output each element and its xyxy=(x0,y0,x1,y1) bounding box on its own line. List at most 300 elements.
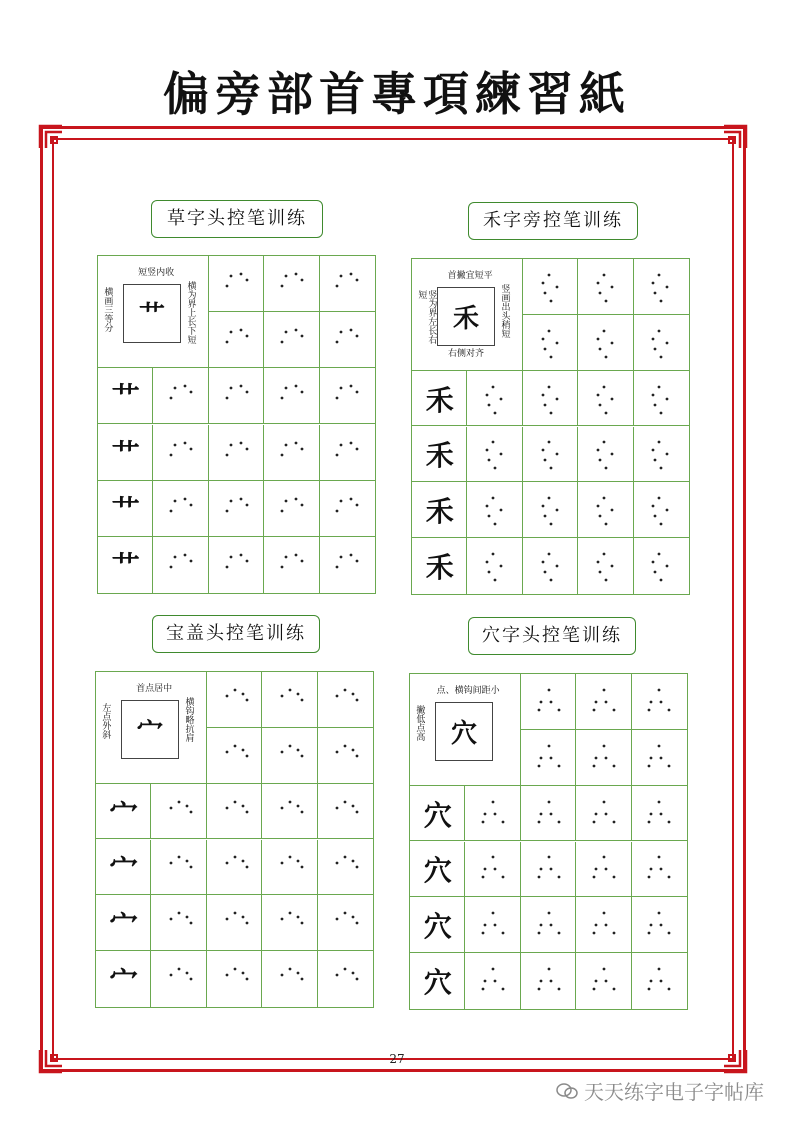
trace-dots xyxy=(531,490,571,530)
trace-dot xyxy=(658,329,661,332)
trace-dots xyxy=(531,546,571,586)
trace-dot xyxy=(654,292,657,295)
trace-dot xyxy=(190,447,193,450)
trace-dots xyxy=(161,376,201,416)
trace-dot xyxy=(602,441,605,444)
trace-dot xyxy=(294,329,297,332)
trace-dot xyxy=(280,750,283,753)
trace-dot xyxy=(547,385,550,388)
trace-dot xyxy=(547,968,550,971)
trace-dot xyxy=(350,497,353,500)
tip-right: 横为界上长下短 xyxy=(185,281,196,345)
trace-dots xyxy=(272,320,312,360)
trace-dot xyxy=(610,565,613,568)
trace-dots xyxy=(473,961,513,1001)
trace-dot xyxy=(344,689,347,692)
trace-dot xyxy=(300,754,303,757)
trace-dot xyxy=(344,968,347,971)
trace-dot xyxy=(350,329,353,332)
trace-dot xyxy=(502,876,505,879)
trace-dot xyxy=(539,701,542,704)
tip-left: 撇低点高 xyxy=(414,704,425,741)
trace-dot xyxy=(602,968,605,971)
trace-dot xyxy=(488,459,491,462)
trace-dot xyxy=(280,974,283,977)
trace-dots xyxy=(473,905,513,945)
trace-dots xyxy=(584,905,624,945)
trace-dot xyxy=(300,866,303,869)
trace-dot xyxy=(555,341,558,344)
trace-dot xyxy=(482,876,485,879)
trace-dot xyxy=(660,523,663,526)
trace-dot xyxy=(604,812,607,815)
trace-dot xyxy=(288,968,291,971)
trace-dot xyxy=(492,968,495,971)
trace-dot xyxy=(280,453,283,456)
trace-dots xyxy=(639,738,679,778)
model-character-box: 宀 xyxy=(121,700,179,759)
model-character-box: 艹 xyxy=(123,284,181,343)
trace-dot xyxy=(596,505,599,508)
trace-dot xyxy=(284,331,287,334)
trace-dot xyxy=(660,355,663,358)
trace-dot xyxy=(288,744,291,747)
trace-dot xyxy=(241,860,244,863)
trace-dot xyxy=(229,499,232,502)
page-number: 27 xyxy=(389,1052,405,1066)
sample-radical: 穴 xyxy=(423,854,452,888)
tip-top: 首点居中 xyxy=(136,684,173,695)
trace-dot xyxy=(592,764,595,767)
trace-dot xyxy=(239,554,242,557)
trace-dots xyxy=(325,736,365,776)
trace-dot xyxy=(356,978,359,981)
trace-dots xyxy=(473,849,513,889)
trace-dot xyxy=(666,509,669,512)
trace-dot xyxy=(245,699,248,702)
trace-dots xyxy=(325,903,365,943)
trace-dot xyxy=(174,387,177,390)
practice-grid-baogai xyxy=(95,671,374,1008)
trace-dot xyxy=(284,387,287,390)
trace-dots xyxy=(159,792,199,832)
trace-dot xyxy=(288,689,291,692)
trace-dot xyxy=(547,274,550,277)
trace-dot xyxy=(245,560,248,563)
trace-dot xyxy=(186,972,189,975)
trace-dot xyxy=(654,571,657,574)
trace-dot xyxy=(233,912,236,915)
trace-dot xyxy=(539,924,542,927)
trace-dot xyxy=(170,974,173,977)
trace-dots xyxy=(531,379,571,419)
trace-dots xyxy=(529,794,569,834)
trace-dot xyxy=(547,800,550,803)
trace-dot xyxy=(650,756,653,759)
practice-grid-xue xyxy=(409,673,688,1010)
trace-dot xyxy=(245,335,248,338)
trace-dot xyxy=(555,453,558,456)
trace-dot xyxy=(654,515,657,518)
trace-dots xyxy=(270,680,310,720)
trace-dot xyxy=(557,988,560,991)
trace-dot xyxy=(190,922,193,925)
trace-dot xyxy=(650,701,653,704)
trace-dot xyxy=(229,443,232,446)
trace-dot xyxy=(668,988,671,991)
trace-dot xyxy=(241,693,244,696)
trace-dot xyxy=(170,806,173,809)
trace-dot xyxy=(557,764,560,767)
trace-dots xyxy=(529,849,569,889)
trace-dot xyxy=(296,693,299,696)
trace-dot xyxy=(537,764,540,767)
trace-dot xyxy=(178,912,181,915)
trace-dot xyxy=(190,391,193,394)
trace-dot xyxy=(592,988,595,991)
trace-dot xyxy=(336,695,339,698)
trace-dot xyxy=(543,292,546,295)
trace-dot xyxy=(547,912,550,915)
trace-dots xyxy=(217,320,257,360)
trace-dot xyxy=(178,856,181,859)
trace-dot xyxy=(654,403,657,406)
trace-dots xyxy=(272,489,312,529)
trace-dot xyxy=(547,329,550,332)
trace-dot xyxy=(537,876,540,879)
tip-left: 竖为界左长右短 xyxy=(416,289,437,344)
trace-dot xyxy=(336,341,339,344)
trace-dot xyxy=(492,553,495,556)
trace-dot xyxy=(245,447,248,450)
trace-dot xyxy=(602,329,605,332)
trace-dot xyxy=(602,385,605,388)
trace-dot xyxy=(245,978,248,981)
trace-dots xyxy=(584,738,624,778)
trace-dot xyxy=(610,453,613,456)
trace-dot xyxy=(484,868,487,871)
trace-dots xyxy=(641,490,681,530)
trace-dot xyxy=(612,709,615,712)
trace-dot xyxy=(190,810,193,813)
trace-dot xyxy=(280,566,283,569)
trace-dots xyxy=(639,905,679,945)
trace-dot xyxy=(543,347,546,350)
tip-top: 短竖内收 xyxy=(138,268,175,279)
trace-dots xyxy=(327,545,367,585)
trace-dot xyxy=(245,391,248,394)
trace-dots xyxy=(584,961,624,1001)
trace-dot xyxy=(557,820,560,823)
trace-dot xyxy=(486,505,489,508)
trace-dot xyxy=(596,561,599,564)
trace-dot xyxy=(241,972,244,975)
trace-dot xyxy=(170,397,173,400)
trace-dot xyxy=(668,932,671,935)
sample-radical: 禾 xyxy=(425,383,454,417)
trace-dot xyxy=(352,972,355,975)
trace-dot xyxy=(658,800,661,803)
trace-dot xyxy=(602,744,605,747)
trace-dots xyxy=(270,959,310,999)
trace-dot xyxy=(658,441,661,444)
trace-dots xyxy=(529,682,569,722)
trace-dot xyxy=(494,467,497,470)
page-title: 偏旁部首專項練習紙 xyxy=(163,67,631,121)
trace-dots xyxy=(475,490,515,530)
trace-dot xyxy=(482,988,485,991)
trace-dot xyxy=(658,274,661,277)
trace-dot xyxy=(612,764,615,767)
trace-dot xyxy=(241,748,244,751)
trace-dot xyxy=(233,856,236,859)
trace-dots xyxy=(584,794,624,834)
trace-dot xyxy=(502,988,505,991)
trace-dots xyxy=(327,264,367,304)
practice-grid-cao xyxy=(97,255,376,594)
trace-dot xyxy=(225,974,228,977)
trace-dot xyxy=(547,497,550,500)
trace-dot xyxy=(336,566,339,569)
trace-dot xyxy=(336,285,339,288)
trace-dot xyxy=(284,443,287,446)
trace-dot xyxy=(592,876,595,879)
trace-dot xyxy=(537,988,540,991)
trace-dot xyxy=(482,820,485,823)
trace-dot xyxy=(340,556,343,559)
trace-dot xyxy=(186,860,189,863)
trace-dot xyxy=(666,453,669,456)
trace-dots xyxy=(270,847,310,887)
trace-dots xyxy=(586,434,626,474)
trace-dot xyxy=(541,393,544,396)
trace-dots xyxy=(586,379,626,419)
trace-dot xyxy=(184,554,187,557)
trace-dot xyxy=(557,876,560,879)
trace-dot xyxy=(549,868,552,871)
trace-dot xyxy=(352,804,355,807)
trace-dot xyxy=(652,337,655,340)
trace-dot xyxy=(356,335,359,338)
trace-dot xyxy=(549,523,552,526)
trace-dot xyxy=(239,329,242,332)
trace-dot xyxy=(549,756,552,759)
trace-dot xyxy=(352,748,355,751)
trace-dot xyxy=(486,393,489,396)
trace-dot xyxy=(294,441,297,444)
trace-dot xyxy=(239,497,242,500)
trace-dot xyxy=(356,560,359,563)
trace-dot xyxy=(541,449,544,452)
trace-dots xyxy=(215,959,255,999)
sample-radical: 穴 xyxy=(423,798,452,832)
trace-dots xyxy=(327,376,367,416)
trace-dot xyxy=(178,968,181,971)
trace-dot xyxy=(604,924,607,927)
trace-dot xyxy=(484,924,487,927)
trace-dot xyxy=(668,876,671,879)
trace-dot xyxy=(604,355,607,358)
trace-dot xyxy=(350,385,353,388)
trace-dot xyxy=(336,509,339,512)
trace-dot xyxy=(245,922,248,925)
trace-dot xyxy=(612,932,615,935)
trace-dot xyxy=(241,804,244,807)
trace-dot xyxy=(648,709,651,712)
trace-dot xyxy=(660,924,663,927)
trace-dots xyxy=(529,905,569,945)
trace-dot xyxy=(660,579,663,582)
trace-dot xyxy=(280,918,283,921)
trace-dot xyxy=(300,503,303,506)
trace-dots xyxy=(327,320,367,360)
trace-dot xyxy=(594,868,597,871)
trace-dot xyxy=(241,916,244,919)
trace-dot xyxy=(549,355,552,358)
trace-dot xyxy=(612,820,615,823)
trace-dot xyxy=(300,699,303,702)
trace-dot xyxy=(555,397,558,400)
trace-dot xyxy=(494,411,497,414)
trace-dot xyxy=(549,812,552,815)
trace-dot xyxy=(178,800,181,803)
trace-dot xyxy=(300,279,303,282)
trace-dot xyxy=(648,820,651,823)
trace-dots xyxy=(325,847,365,887)
trace-dot xyxy=(350,273,353,276)
trace-dots xyxy=(217,433,257,473)
trace-dot xyxy=(184,497,187,500)
trace-dot xyxy=(592,709,595,712)
trace-dot xyxy=(596,282,599,285)
trace-dots xyxy=(161,433,201,473)
trace-dot xyxy=(280,695,283,698)
trace-dot xyxy=(233,968,236,971)
trace-dot xyxy=(492,497,495,500)
trace-dots xyxy=(641,379,681,419)
trace-dot xyxy=(557,709,560,712)
sample-radical: 禾 xyxy=(425,551,454,585)
trace-dot xyxy=(602,274,605,277)
trace-dot xyxy=(225,285,228,288)
trace-dots xyxy=(641,267,681,307)
trace-dot xyxy=(549,467,552,470)
trace-dot xyxy=(610,397,613,400)
trace-dot xyxy=(170,566,173,569)
trace-dots xyxy=(270,736,310,776)
trace-dot xyxy=(610,509,613,512)
trace-dots xyxy=(639,961,679,1001)
trace-dot xyxy=(239,441,242,444)
trace-dot xyxy=(280,509,283,512)
trace-dot xyxy=(336,862,339,865)
trace-dot xyxy=(650,924,653,927)
trace-dot xyxy=(296,804,299,807)
trace-dot xyxy=(537,932,540,935)
trace-dot xyxy=(280,806,283,809)
trace-dots xyxy=(475,379,515,419)
trace-dot xyxy=(666,565,669,568)
trace-dot xyxy=(229,556,232,559)
trace-dots xyxy=(475,434,515,474)
trace-dots xyxy=(584,849,624,889)
trace-dot xyxy=(654,347,657,350)
trace-dot xyxy=(668,709,671,712)
section-label-he: 禾字旁控笔训练 xyxy=(468,202,638,240)
trace-dots xyxy=(215,680,255,720)
trace-dot xyxy=(300,560,303,563)
trace-dot xyxy=(604,701,607,704)
trace-dot xyxy=(225,453,228,456)
sample-radical: 艹 xyxy=(111,493,140,527)
trace-dot xyxy=(492,912,495,915)
trace-dot xyxy=(648,988,651,991)
trace-dot xyxy=(602,800,605,803)
trace-dots xyxy=(641,323,681,363)
trace-dot xyxy=(344,912,347,915)
trace-dot xyxy=(660,701,663,704)
trace-dot xyxy=(170,453,173,456)
model-character-box: 穴 xyxy=(435,702,493,761)
trace-dots xyxy=(473,794,513,834)
trace-dot xyxy=(557,932,560,935)
trace-dot xyxy=(492,441,495,444)
trace-dots xyxy=(217,264,257,304)
sample-radical: 艹 xyxy=(111,437,140,471)
trace-dot xyxy=(300,978,303,981)
trace-dot xyxy=(612,876,615,879)
trace-dot xyxy=(537,820,540,823)
trace-dot xyxy=(549,579,552,582)
trace-dot xyxy=(658,912,661,915)
chat-bubble-icon xyxy=(556,1082,578,1100)
trace-dot xyxy=(233,689,236,692)
trace-dot xyxy=(356,503,359,506)
trace-dot xyxy=(658,689,661,692)
trace-dot xyxy=(602,689,605,692)
trace-dot xyxy=(660,411,663,414)
trace-dots xyxy=(531,434,571,474)
tip-right: 竖画出头稍短 xyxy=(499,284,510,339)
trace-dot xyxy=(668,764,671,767)
trace-dot xyxy=(500,397,503,400)
trace-dot xyxy=(539,812,542,815)
sample-radical: 禾 xyxy=(425,439,454,473)
trace-dot xyxy=(229,331,232,334)
trace-dot xyxy=(288,912,291,915)
trace-dots xyxy=(159,959,199,999)
trace-dot xyxy=(602,912,605,915)
trace-dot xyxy=(668,820,671,823)
trace-dot xyxy=(300,810,303,813)
trace-dot xyxy=(547,744,550,747)
trace-dot xyxy=(356,279,359,282)
trace-dot xyxy=(547,441,550,444)
trace-dot xyxy=(494,868,497,871)
trace-dot xyxy=(336,453,339,456)
trace-dots xyxy=(215,792,255,832)
trace-dots xyxy=(639,849,679,889)
trace-dot xyxy=(660,868,663,871)
trace-dot xyxy=(184,441,187,444)
trace-dot xyxy=(184,385,187,388)
trace-dots xyxy=(161,489,201,529)
trace-dot xyxy=(300,447,303,450)
trace-dot xyxy=(336,974,339,977)
trace-dot xyxy=(245,866,248,869)
trace-dot xyxy=(549,300,552,303)
trace-dot xyxy=(604,411,607,414)
